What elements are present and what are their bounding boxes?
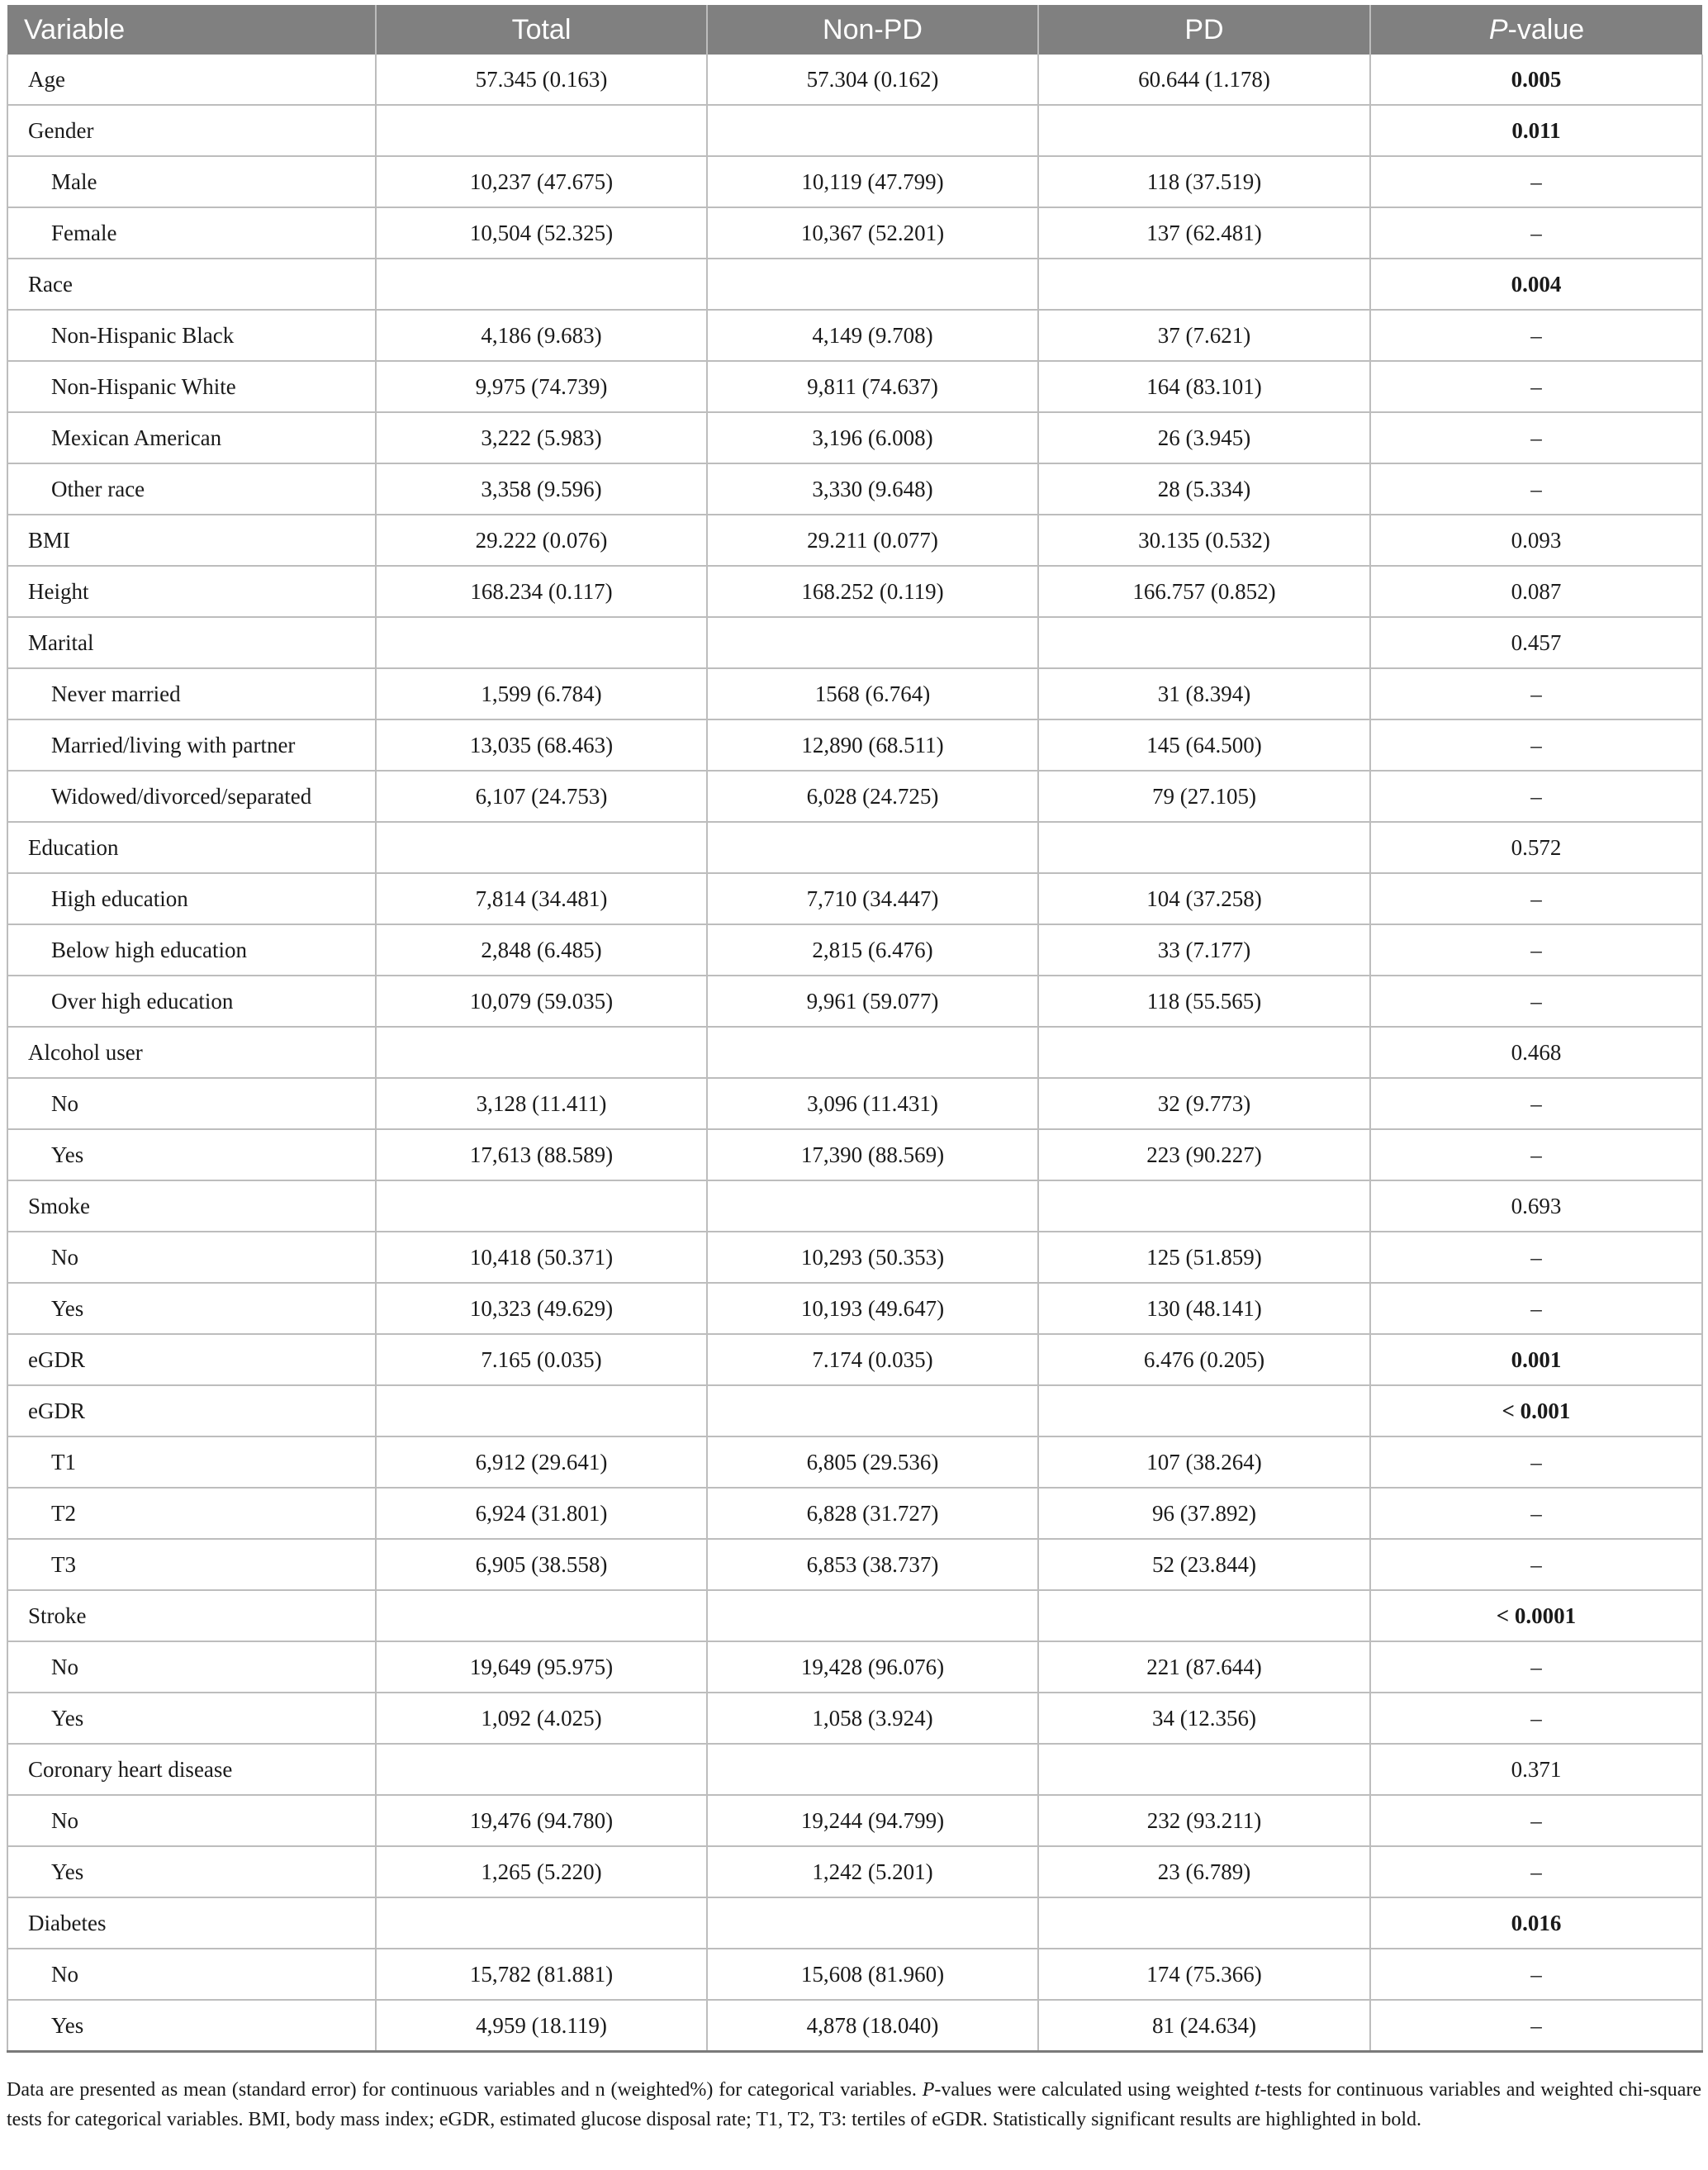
cell-variable: eGDR — [7, 1334, 376, 1385]
cell-variable: T2 — [7, 1488, 376, 1539]
cell-non-pd: 10,119 (47.799) — [707, 156, 1038, 207]
cell-non-pd: 6,028 (24.725) — [707, 771, 1038, 822]
table-footnote — [7, 2075, 1701, 2134]
cell-variable: No — [7, 1795, 376, 1846]
cell-non-pd — [707, 105, 1038, 156]
cell-non-pd — [707, 1027, 1038, 1078]
table-row — [7, 822, 1702, 873]
cell-p-value: – — [1370, 412, 1702, 463]
cell-non-pd: 4,149 (9.708) — [707, 310, 1038, 361]
table-body — [7, 55, 1702, 2052]
cell-p-value: – — [1370, 207, 1702, 259]
cell-variable: Over high education — [7, 976, 376, 1027]
cell-variable: Marital — [7, 617, 376, 668]
cell-pd: 130 (48.141) — [1038, 1283, 1370, 1334]
cell-variable: Yes — [7, 1846, 376, 1897]
cell-non-pd: 6,853 (38.737) — [707, 1539, 1038, 1590]
table-row — [7, 1693, 1702, 1744]
header-variable: Variable — [7, 5, 376, 55]
table-row — [7, 105, 1702, 156]
table-row — [7, 1590, 1702, 1641]
cell-non-pd — [707, 1180, 1038, 1232]
cell-non-pd — [707, 1385, 1038, 1436]
table-row — [7, 1846, 1702, 1897]
cell-p-value: 0.468 — [1370, 1027, 1702, 1078]
cell-p-value: – — [1370, 668, 1702, 719]
cell-total: 17,613 (88.589) — [376, 1129, 707, 1180]
cell-p-value: < 0.0001 — [1370, 1590, 1702, 1641]
cell-pd: 125 (51.859) — [1038, 1232, 1370, 1283]
table-row — [7, 55, 1702, 105]
cell-non-pd: 6,805 (29.536) — [707, 1436, 1038, 1488]
cell-total: 7,814 (34.481) — [376, 873, 707, 924]
cell-variable: Age — [7, 55, 376, 105]
cell-p-value: – — [1370, 1693, 1702, 1744]
cell-non-pd: 3,330 (9.648) — [707, 463, 1038, 515]
cell-non-pd: 1,058 (3.924) — [707, 1693, 1038, 1744]
cell-total: 57.345 (0.163) — [376, 55, 707, 105]
cell-p-value: – — [1370, 1795, 1702, 1846]
cell-total — [376, 822, 707, 873]
cell-p-value: 0.011 — [1370, 105, 1702, 156]
header-non-pd: Non-PD — [707, 5, 1038, 55]
cell-total — [376, 1590, 707, 1641]
cell-total: 15,782 (81.881) — [376, 1949, 707, 2000]
cell-total — [376, 259, 707, 310]
cell-total — [376, 1027, 707, 1078]
table-row — [7, 1129, 1702, 1180]
cell-total: 6,912 (29.641) — [376, 1436, 707, 1488]
cell-variable: No — [7, 1949, 376, 2000]
table-row — [7, 771, 1702, 822]
cell-p-value: – — [1370, 1846, 1702, 1897]
table-row — [7, 719, 1702, 771]
header-p-italic: P — [1488, 13, 1508, 45]
cell-non-pd: 29.211 (0.077) — [707, 515, 1038, 566]
cell-non-pd — [707, 1744, 1038, 1795]
table-row — [7, 1897, 1702, 1949]
cell-p-value: < 0.001 — [1370, 1385, 1702, 1436]
table-row — [7, 1488, 1702, 1539]
cell-p-value: – — [1370, 156, 1702, 207]
table-container — [7, 5, 1701, 2053]
baseline-characteristics-table — [7, 5, 1703, 2053]
cell-p-value: 0.093 — [1370, 515, 1702, 566]
cell-non-pd: 2,815 (6.476) — [707, 924, 1038, 976]
cell-total — [376, 1385, 707, 1436]
cell-total: 10,418 (50.371) — [376, 1232, 707, 1283]
cell-total: 13,035 (68.463) — [376, 719, 707, 771]
table-row — [7, 1436, 1702, 1488]
cell-variable: Yes — [7, 2000, 376, 2052]
cell-total: 6,107 (24.753) — [376, 771, 707, 822]
cell-variable: T3 — [7, 1539, 376, 1590]
cell-pd: 31 (8.394) — [1038, 668, 1370, 719]
cell-variable: Education — [7, 822, 376, 873]
table-row — [7, 1078, 1702, 1129]
cell-non-pd: 3,196 (6.008) — [707, 412, 1038, 463]
cell-total: 19,649 (95.975) — [376, 1641, 707, 1693]
cell-total — [376, 1744, 707, 1795]
cell-variable: Race — [7, 259, 376, 310]
table-row — [7, 924, 1702, 976]
cell-total — [376, 1180, 707, 1232]
cell-variable: Married/living with partner — [7, 719, 376, 771]
cell-variable: Female — [7, 207, 376, 259]
footnote-t-italic: t — [1254, 2079, 1260, 2101]
cell-total: 10,237 (47.675) — [376, 156, 707, 207]
cell-variable: Never married — [7, 668, 376, 719]
table-row — [7, 259, 1702, 310]
cell-variable: Coronary heart disease — [7, 1744, 376, 1795]
table-row — [7, 1027, 1702, 1078]
cell-pd: 60.644 (1.178) — [1038, 55, 1370, 105]
cell-p-value: 0.005 — [1370, 55, 1702, 105]
cell-p-value: – — [1370, 463, 1702, 515]
cell-total: 10,079 (59.035) — [376, 976, 707, 1027]
footnote-part1: Data are presented as mean (standard error) for continuous variables and n (weighted%) for categorical variables. — [7, 2079, 923, 2101]
cell-variable: T1 — [7, 1436, 376, 1488]
cell-non-pd — [707, 1897, 1038, 1949]
cell-variable: Alcohol user — [7, 1027, 376, 1078]
cell-variable: Gender — [7, 105, 376, 156]
cell-pd: 96 (37.892) — [1038, 1488, 1370, 1539]
cell-pd — [1038, 1744, 1370, 1795]
cell-variable: Stroke — [7, 1590, 376, 1641]
cell-non-pd: 57.304 (0.162) — [707, 55, 1038, 105]
cell-total: 29.222 (0.076) — [376, 515, 707, 566]
cell-p-value: – — [1370, 310, 1702, 361]
cell-total — [376, 1897, 707, 1949]
cell-total: 3,128 (11.411) — [376, 1078, 707, 1129]
header-total: Total — [376, 5, 707, 55]
cell-p-value: – — [1370, 1949, 1702, 2000]
cell-non-pd: 9,961 (59.077) — [707, 976, 1038, 1027]
cell-pd: 104 (37.258) — [1038, 873, 1370, 924]
cell-variable: Height — [7, 566, 376, 617]
cell-pd: 81 (24.634) — [1038, 2000, 1370, 2052]
cell-p-value: – — [1370, 1539, 1702, 1590]
cell-pd: 223 (90.227) — [1038, 1129, 1370, 1180]
cell-p-value: 0.087 — [1370, 566, 1702, 617]
cell-non-pd: 7,710 (34.447) — [707, 873, 1038, 924]
cell-p-value: – — [1370, 719, 1702, 771]
table-row — [7, 617, 1702, 668]
cell-pd — [1038, 259, 1370, 310]
cell-total: 4,959 (18.119) — [376, 2000, 707, 2052]
cell-p-value: – — [1370, 1641, 1702, 1693]
table-header-row — [7, 5, 1702, 55]
cell-non-pd: 4,878 (18.040) — [707, 2000, 1038, 2052]
cell-p-value: 0.016 — [1370, 1897, 1702, 1949]
cell-pd: 166.757 (0.852) — [1038, 566, 1370, 617]
cell-variable: No — [7, 1641, 376, 1693]
cell-total: 3,222 (5.983) — [376, 412, 707, 463]
cell-total — [376, 617, 707, 668]
cell-p-value: – — [1370, 771, 1702, 822]
cell-pd — [1038, 1027, 1370, 1078]
cell-non-pd: 19,244 (94.799) — [707, 1795, 1038, 1846]
cell-total: 10,323 (49.629) — [376, 1283, 707, 1334]
cell-non-pd: 3,096 (11.431) — [707, 1078, 1038, 1129]
table-row — [7, 873, 1702, 924]
table-row — [7, 1949, 1702, 2000]
cell-p-value: 0.572 — [1370, 822, 1702, 873]
table-row — [7, 566, 1702, 617]
cell-p-value: – — [1370, 976, 1702, 1027]
cell-non-pd: 6,828 (31.727) — [707, 1488, 1038, 1539]
cell-p-value: – — [1370, 1129, 1702, 1180]
cell-non-pd — [707, 617, 1038, 668]
cell-pd: 221 (87.644) — [1038, 1641, 1370, 1693]
cell-p-value: 0.693 — [1370, 1180, 1702, 1232]
cell-non-pd — [707, 822, 1038, 873]
cell-pd: 145 (64.500) — [1038, 719, 1370, 771]
cell-non-pd: 1568 (6.764) — [707, 668, 1038, 719]
cell-total: 1,092 (4.025) — [376, 1693, 707, 1744]
cell-total: 6,924 (31.801) — [376, 1488, 707, 1539]
header-p-rest: -value — [1507, 13, 1585, 45]
cell-total: 3,358 (9.596) — [376, 463, 707, 515]
table-row — [7, 1795, 1702, 1846]
cell-pd: 32 (9.773) — [1038, 1078, 1370, 1129]
cell-p-value: – — [1370, 1436, 1702, 1488]
cell-pd: 118 (55.565) — [1038, 976, 1370, 1027]
table-row — [7, 207, 1702, 259]
header-p-value — [1370, 5, 1702, 55]
cell-non-pd: 10,367 (52.201) — [707, 207, 1038, 259]
cell-pd: 23 (6.789) — [1038, 1846, 1370, 1897]
footnote-p-italic: P — [922, 2079, 935, 2101]
cell-pd — [1038, 1180, 1370, 1232]
cell-non-pd: 12,890 (68.511) — [707, 719, 1038, 771]
cell-total: 10,504 (52.325) — [376, 207, 707, 259]
cell-total: 7.165 (0.035) — [376, 1334, 707, 1385]
cell-non-pd: 9,811 (74.637) — [707, 361, 1038, 412]
cell-variable: Widowed/divorced/separated — [7, 771, 376, 822]
cell-pd: 79 (27.105) — [1038, 771, 1370, 822]
header-pd: PD — [1038, 5, 1370, 55]
cell-variable: Smoke — [7, 1180, 376, 1232]
cell-pd: 164 (83.101) — [1038, 361, 1370, 412]
cell-non-pd: 17,390 (88.569) — [707, 1129, 1038, 1180]
cell-pd — [1038, 105, 1370, 156]
table-row — [7, 1334, 1702, 1385]
cell-non-pd: 19,428 (96.076) — [707, 1641, 1038, 1693]
table-row — [7, 156, 1702, 207]
cell-non-pd: 15,608 (81.960) — [707, 1949, 1038, 2000]
cell-variable: Diabetes — [7, 1897, 376, 1949]
cell-total: 6,905 (38.558) — [376, 1539, 707, 1590]
cell-p-value: – — [1370, 924, 1702, 976]
cell-p-value: – — [1370, 1078, 1702, 1129]
cell-p-value: – — [1370, 2000, 1702, 2052]
cell-variable: Mexican American — [7, 412, 376, 463]
cell-total: 2,848 (6.485) — [376, 924, 707, 976]
table-row — [7, 310, 1702, 361]
cell-pd: 26 (3.945) — [1038, 412, 1370, 463]
cell-pd — [1038, 1385, 1370, 1436]
cell-p-value: 0.001 — [1370, 1334, 1702, 1385]
cell-non-pd — [707, 259, 1038, 310]
cell-variable: No — [7, 1232, 376, 1283]
cell-variable: Yes — [7, 1129, 376, 1180]
cell-pd: 6.476 (0.205) — [1038, 1334, 1370, 1385]
table-row — [7, 976, 1702, 1027]
cell-pd — [1038, 1590, 1370, 1641]
cell-non-pd — [707, 1590, 1038, 1641]
cell-total — [376, 105, 707, 156]
table-row — [7, 1539, 1702, 1590]
cell-variable: Yes — [7, 1283, 376, 1334]
cell-non-pd: 1,242 (5.201) — [707, 1846, 1038, 1897]
table-row — [7, 1283, 1702, 1334]
cell-p-value: – — [1370, 1283, 1702, 1334]
cell-total: 168.234 (0.117) — [376, 566, 707, 617]
cell-variable: eGDR — [7, 1385, 376, 1436]
cell-non-pd: 10,293 (50.353) — [707, 1232, 1038, 1283]
footnote-part2: -values were calculated using weighted — [934, 2079, 1255, 2101]
cell-pd: 37 (7.621) — [1038, 310, 1370, 361]
cell-pd: 28 (5.334) — [1038, 463, 1370, 515]
cell-variable: Below high education — [7, 924, 376, 976]
cell-pd — [1038, 1897, 1370, 1949]
table-row — [7, 515, 1702, 566]
table-row — [7, 1232, 1702, 1283]
cell-p-value: 0.371 — [1370, 1744, 1702, 1795]
cell-variable: Non-Hispanic Black — [7, 310, 376, 361]
cell-variable: Non-Hispanic White — [7, 361, 376, 412]
cell-total: 19,476 (94.780) — [376, 1795, 707, 1846]
cell-pd: 118 (37.519) — [1038, 156, 1370, 207]
table-row — [7, 1385, 1702, 1436]
cell-variable: High education — [7, 873, 376, 924]
cell-pd: 137 (62.481) — [1038, 207, 1370, 259]
cell-variable: Other race — [7, 463, 376, 515]
cell-variable: Yes — [7, 1693, 376, 1744]
cell-variable: BMI — [7, 515, 376, 566]
table-row — [7, 668, 1702, 719]
cell-non-pd: 7.174 (0.035) — [707, 1334, 1038, 1385]
cell-pd: 232 (93.211) — [1038, 1795, 1370, 1846]
cell-p-value: – — [1370, 873, 1702, 924]
cell-p-value: – — [1370, 361, 1702, 412]
cell-non-pd: 10,193 (49.647) — [707, 1283, 1038, 1334]
cell-variable: No — [7, 1078, 376, 1129]
table-row — [7, 1180, 1702, 1232]
cell-p-value: – — [1370, 1232, 1702, 1283]
cell-total: 9,975 (74.739) — [376, 361, 707, 412]
cell-total: 1,599 (6.784) — [376, 668, 707, 719]
cell-p-value: 0.004 — [1370, 259, 1702, 310]
table-row — [7, 361, 1702, 412]
table-row — [7, 412, 1702, 463]
table-row — [7, 2000, 1702, 2052]
cell-pd: 174 (75.366) — [1038, 1949, 1370, 2000]
cell-p-value: 0.457 — [1370, 617, 1702, 668]
cell-pd — [1038, 617, 1370, 668]
cell-total: 1,265 (5.220) — [376, 1846, 707, 1897]
cell-pd: 33 (7.177) — [1038, 924, 1370, 976]
cell-pd — [1038, 822, 1370, 873]
cell-pd: 52 (23.844) — [1038, 1539, 1370, 1590]
table-row — [7, 1641, 1702, 1693]
table-row — [7, 463, 1702, 515]
cell-total: 4,186 (9.683) — [376, 310, 707, 361]
cell-p-value: – — [1370, 1488, 1702, 1539]
cell-variable: Male — [7, 156, 376, 207]
footnote-part3: -tests for continuous variables and weighted chi-square tests for categorical variables. BMI, body mass index; eGDR, estimated glucose disposal rate; T1, T2, T3: tertiles of eGDR. Statistically significant results are highlighted in bold. — [7, 2079, 1702, 2130]
cell-pd: 34 (12.356) — [1038, 1693, 1370, 1744]
table-row — [7, 1744, 1702, 1795]
cell-pd: 107 (38.264) — [1038, 1436, 1370, 1488]
cell-pd: 30.135 (0.532) — [1038, 515, 1370, 566]
cell-non-pd: 168.252 (0.119) — [707, 566, 1038, 617]
